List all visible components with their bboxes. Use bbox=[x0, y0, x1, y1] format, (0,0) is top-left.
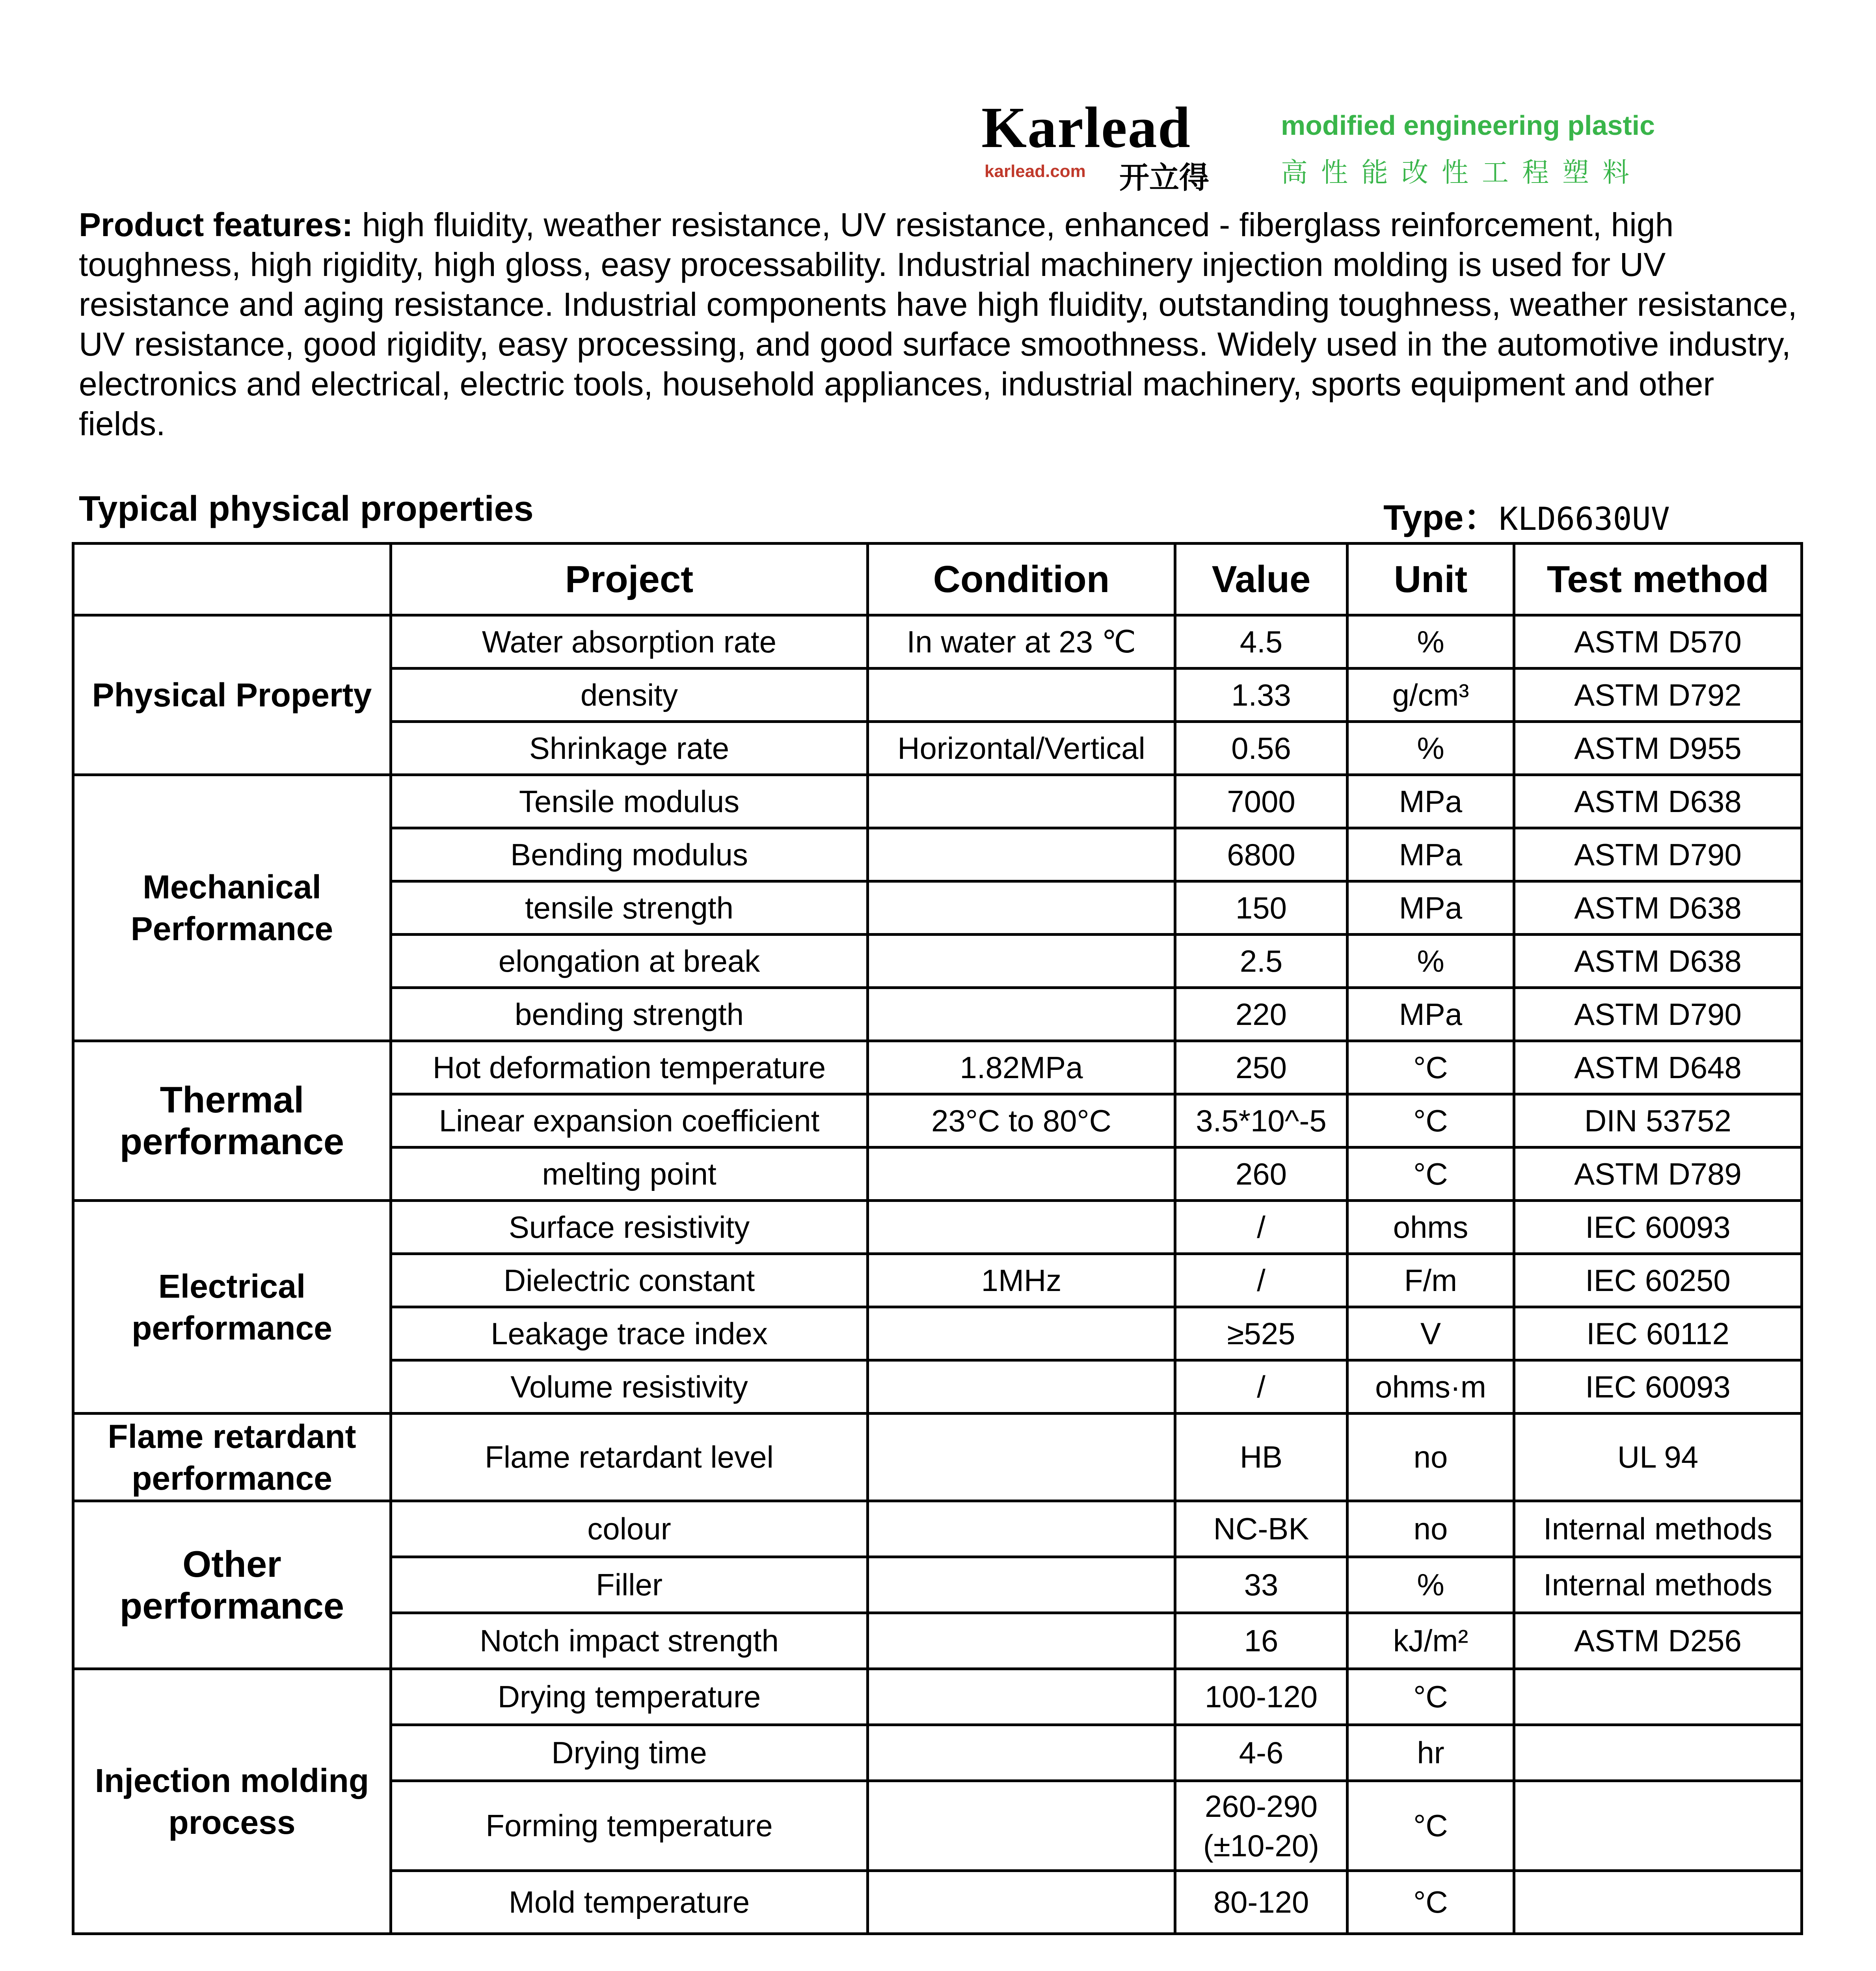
cell-condition: 1.82MPa bbox=[868, 1041, 1175, 1094]
cell-unit: °C bbox=[1347, 1781, 1514, 1871]
cell-value: 7000 bbox=[1175, 775, 1347, 828]
group-thermal: Thermal performance bbox=[73, 1041, 391, 1201]
cell-unit: % bbox=[1347, 935, 1514, 988]
cell-value: 150 bbox=[1175, 881, 1347, 935]
cell-project: Shrinkage rate bbox=[391, 722, 868, 775]
cell-condition bbox=[868, 935, 1175, 988]
cell-unit: MPa bbox=[1347, 988, 1514, 1041]
cell-method: ASTM D955 bbox=[1514, 722, 1802, 775]
header-condition: Condition bbox=[868, 544, 1175, 615]
cell-unit: ohms·m bbox=[1347, 1360, 1514, 1414]
cell-unit: °C bbox=[1347, 1669, 1514, 1725]
cell-condition bbox=[868, 881, 1175, 935]
cell-unit: °C bbox=[1347, 1041, 1514, 1094]
logo-chinese-name: 开立得 bbox=[1119, 160, 1209, 195]
cell-project: Linear expansion coefficient bbox=[391, 1094, 868, 1148]
type-value: KLD6630UV bbox=[1499, 501, 1670, 537]
cell-project: Tensile modulus bbox=[391, 775, 868, 828]
cell-unit: % bbox=[1347, 1557, 1514, 1613]
cell-project: Drying temperature bbox=[391, 1669, 868, 1725]
cell-value: HB bbox=[1175, 1414, 1347, 1501]
table-header-row bbox=[73, 544, 1802, 615]
cell-method: IEC 60093 bbox=[1514, 1360, 1802, 1414]
cell-condition bbox=[868, 1414, 1175, 1501]
cell-value: 16 bbox=[1175, 1613, 1347, 1669]
cell-condition bbox=[868, 1307, 1175, 1360]
cell-project: Leakage trace index bbox=[391, 1307, 868, 1360]
cell-condition bbox=[868, 1360, 1175, 1414]
cell-value: 250 bbox=[1175, 1041, 1347, 1094]
cell-project: Bending modulus bbox=[391, 828, 868, 881]
slogan-chinese: 高性能改性工程塑料 bbox=[1281, 157, 1643, 188]
group-other: Other performance bbox=[73, 1501, 391, 1669]
cell-project: density bbox=[391, 669, 868, 722]
cell-unit: °C bbox=[1347, 1871, 1514, 1934]
company-logo bbox=[981, 95, 1234, 195]
cell-method bbox=[1514, 1781, 1802, 1871]
cell-condition bbox=[868, 1669, 1175, 1725]
cell-method: IEC 60112 bbox=[1514, 1307, 1802, 1360]
cell-unit: ohms bbox=[1347, 1201, 1514, 1254]
cell-project: Dielectric constant bbox=[391, 1254, 868, 1307]
cell-value: 33 bbox=[1175, 1557, 1347, 1613]
cell-value: 6800 bbox=[1175, 828, 1347, 881]
cell-condition: 1MHz bbox=[868, 1254, 1175, 1307]
table-row bbox=[73, 775, 1802, 828]
cell-method: UL 94 bbox=[1514, 1414, 1802, 1501]
cell-project: melting point bbox=[391, 1148, 868, 1201]
cell-value: NC-BK bbox=[1175, 1501, 1347, 1557]
table-row bbox=[73, 615, 1802, 669]
cell-method: ASTM D638 bbox=[1514, 935, 1802, 988]
cell-project: Drying time bbox=[391, 1725, 868, 1781]
cell-condition bbox=[868, 1613, 1175, 1669]
cell-condition bbox=[868, 1557, 1175, 1613]
table-row bbox=[73, 1414, 1802, 1501]
cell-method bbox=[1514, 1725, 1802, 1781]
cell-value: 260 bbox=[1175, 1148, 1347, 1201]
slogan-english: modified engineering plastic bbox=[1281, 110, 1655, 141]
cell-value-line2: (±10-20) bbox=[1203, 1828, 1320, 1863]
group-injection-molding: Injection molding process bbox=[73, 1669, 391, 1934]
table-row bbox=[73, 1041, 1802, 1094]
cell-value: / bbox=[1175, 1254, 1347, 1307]
cell-unit: MPa bbox=[1347, 775, 1514, 828]
cell-condition bbox=[868, 775, 1175, 828]
cell-project: Volume resistivity bbox=[391, 1360, 868, 1414]
cell-condition: In water at 23 ℃ bbox=[868, 615, 1175, 669]
cell-unit: MPa bbox=[1347, 881, 1514, 935]
cell-unit: MPa bbox=[1347, 828, 1514, 881]
cell-unit: kJ/m² bbox=[1347, 1613, 1514, 1669]
cell-project: Mold temperature bbox=[391, 1871, 868, 1934]
cell-project: colour bbox=[391, 1501, 868, 1557]
cell-value: 2.5 bbox=[1175, 935, 1347, 988]
cell-value: 100-120 bbox=[1175, 1669, 1347, 1725]
cell-unit: g/cm³ bbox=[1347, 669, 1514, 722]
section-title: Typical physical properties bbox=[79, 489, 534, 529]
cell-project: Surface resistivity bbox=[391, 1201, 868, 1254]
features-label: Product features: bbox=[79, 206, 353, 243]
group-electrical: Electrical performance bbox=[73, 1201, 391, 1414]
cell-project: Water absorption rate bbox=[391, 615, 868, 669]
cell-unit: % bbox=[1347, 722, 1514, 775]
cell-method: ASTM D792 bbox=[1514, 669, 1802, 722]
cell-condition: Horizontal/Vertical bbox=[868, 722, 1175, 775]
header-test-method: Test method bbox=[1514, 544, 1802, 615]
cell-method: ASTM D790 bbox=[1514, 988, 1802, 1041]
cell-value: 80-120 bbox=[1175, 1871, 1347, 1934]
cell-value: 3.5*10^-5 bbox=[1175, 1094, 1347, 1148]
cell-unit: % bbox=[1347, 615, 1514, 669]
cell-value: 1.33 bbox=[1175, 669, 1347, 722]
cell-method: DIN 53752 bbox=[1514, 1094, 1802, 1148]
cell-method: ASTM D648 bbox=[1514, 1041, 1802, 1094]
cell-method: ASTM D638 bbox=[1514, 881, 1802, 935]
features-text: high fluidity, weather resistance, UV resistance, enhanced - fiberglass reinforcement, high toughness, high rigidity, high gloss, easy processability. Industrial machinery injection molding is used for UV resistance and aging resistance. Industrial components have high fluidity, outstanding toughness, weather resistance, UV resistance, good rigidity, easy processing, and good surface smoothness. Widely used in the automotive industry, electronics and electrical, electric tools, household appliances, industrial machinery, sports equipment and other fields. bbox=[79, 206, 1797, 442]
group-mechanical: Mechanical Performance bbox=[73, 775, 391, 1041]
cell-method bbox=[1514, 1669, 1802, 1725]
cell-condition bbox=[868, 828, 1175, 881]
cell-method: IEC 60093 bbox=[1514, 1201, 1802, 1254]
cell-method: ASTM D638 bbox=[1514, 775, 1802, 828]
cell-project: Notch impact strength bbox=[391, 1613, 868, 1669]
header-unit: Unit bbox=[1347, 544, 1514, 615]
cell-value: / bbox=[1175, 1360, 1347, 1414]
product-features bbox=[79, 205, 1801, 444]
cell-project: tensile strength bbox=[391, 881, 868, 935]
cell-condition bbox=[868, 1781, 1175, 1871]
cell-value bbox=[1175, 1781, 1347, 1871]
cell-unit: °C bbox=[1347, 1094, 1514, 1148]
cell-project: Flame retardant level bbox=[391, 1414, 868, 1501]
cell-condition bbox=[868, 669, 1175, 722]
cell-condition bbox=[868, 1871, 1175, 1934]
cell-method: ASTM D790 bbox=[1514, 828, 1802, 881]
cell-value-line1: 260-290 bbox=[1204, 1788, 1318, 1824]
cell-condition: 23°C to 80°C bbox=[868, 1094, 1175, 1148]
cell-project: Hot deformation temperature bbox=[391, 1041, 868, 1094]
cell-method: IEC 60250 bbox=[1514, 1254, 1802, 1307]
table-row bbox=[73, 1201, 1802, 1254]
logo-url: karlead.com bbox=[985, 162, 1086, 181]
cell-condition bbox=[868, 1725, 1175, 1781]
product-type bbox=[1383, 489, 1670, 540]
cell-value: 4.5 bbox=[1175, 615, 1347, 669]
header-value: Value bbox=[1175, 544, 1347, 615]
cell-value: 4-6 bbox=[1175, 1725, 1347, 1781]
cell-value: / bbox=[1175, 1201, 1347, 1254]
cell-unit: no bbox=[1347, 1501, 1514, 1557]
cell-project: Forming temperature bbox=[391, 1781, 868, 1871]
cell-unit: F/m bbox=[1347, 1254, 1514, 1307]
group-physical: Physical Property bbox=[73, 615, 391, 775]
type-label: Type： bbox=[1383, 498, 1499, 538]
cell-method bbox=[1514, 1871, 1802, 1934]
cell-method: ASTM D789 bbox=[1514, 1148, 1802, 1201]
table-row bbox=[73, 1669, 1802, 1725]
cell-condition bbox=[868, 1201, 1175, 1254]
cell-project: elongation at break bbox=[391, 935, 868, 988]
properties-table bbox=[72, 542, 1803, 1935]
cell-method: Internal methods bbox=[1514, 1501, 1802, 1557]
cell-value: 0.56 bbox=[1175, 722, 1347, 775]
logo-wordmark: Karlead bbox=[981, 95, 1191, 160]
cell-condition bbox=[868, 988, 1175, 1041]
cell-value: 220 bbox=[1175, 988, 1347, 1041]
cell-condition bbox=[868, 1148, 1175, 1201]
cell-project: Filler bbox=[391, 1557, 868, 1613]
cell-method: Internal methods bbox=[1514, 1557, 1802, 1613]
cell-condition bbox=[868, 1501, 1175, 1557]
cell-project: bending strength bbox=[391, 988, 868, 1041]
table-row bbox=[73, 1501, 1802, 1557]
cell-method: ASTM D570 bbox=[1514, 615, 1802, 669]
cell-unit: °C bbox=[1347, 1148, 1514, 1201]
cell-unit: no bbox=[1347, 1414, 1514, 1501]
cell-value: ≥525 bbox=[1175, 1307, 1347, 1360]
header-group bbox=[73, 544, 391, 615]
cell-unit: V bbox=[1347, 1307, 1514, 1360]
cell-method: ASTM D256 bbox=[1514, 1613, 1802, 1669]
group-flame-retardant: Flame retardant performance bbox=[73, 1414, 391, 1501]
header-project: Project bbox=[391, 544, 868, 615]
cell-unit: hr bbox=[1347, 1725, 1514, 1781]
